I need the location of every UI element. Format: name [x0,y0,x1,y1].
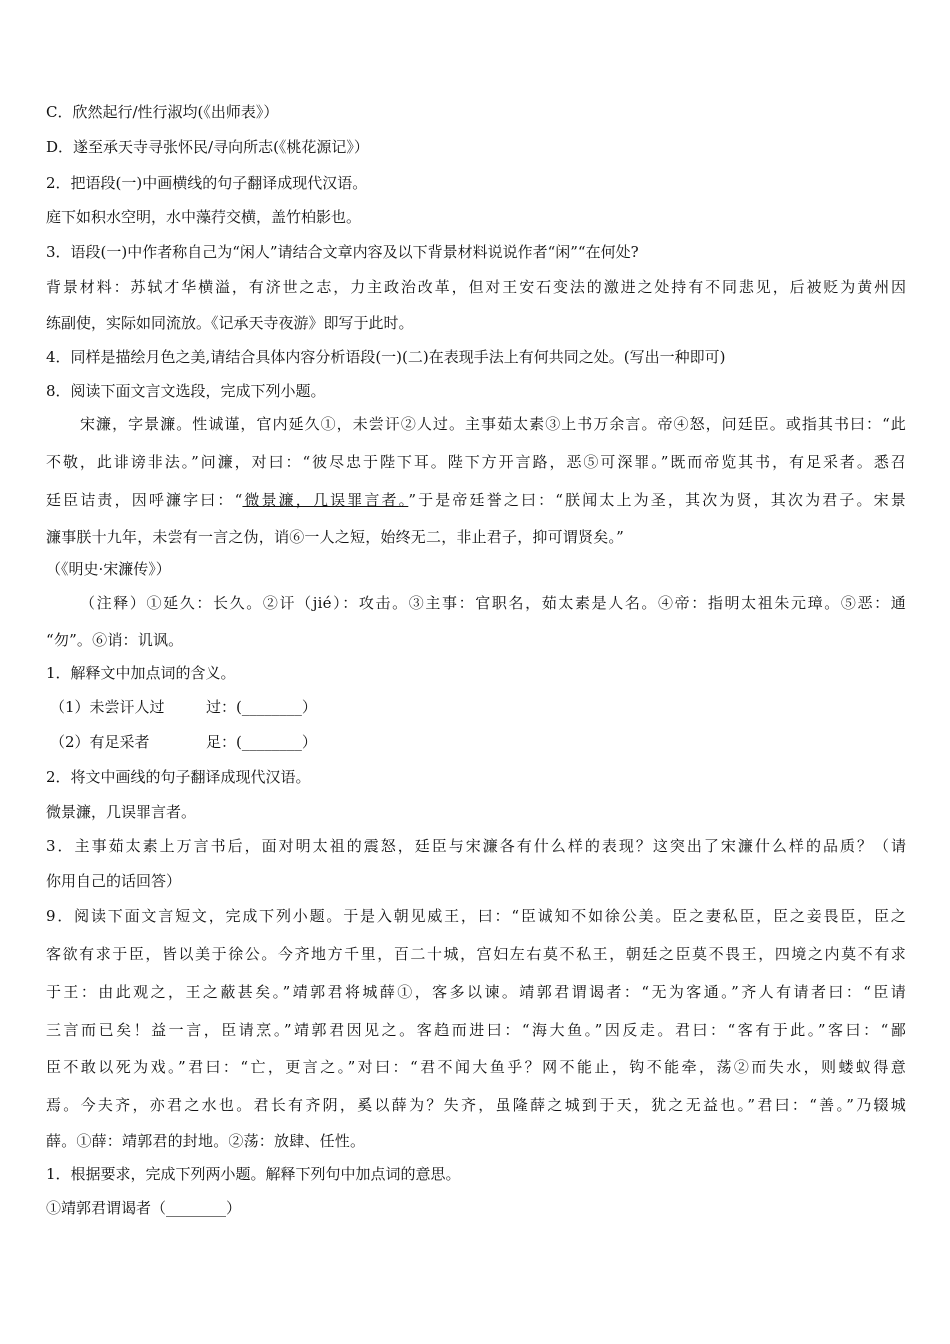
q9-sub1-title: 1．根据要求，完成下列两小题。解释下列句中加点词的意思。 [46,1165,461,1183]
q8-underlined-sentence: 微景濂，几误罪言者。 [242,491,409,509]
q8-source: （《明史·宋濂传》） [46,560,171,578]
q7-option-d: D．遂至承天寺寻张怀民/寻向所志(《桃花源记》） [46,138,369,156]
q8-sub1-item1-phrase: （1）未尝讦人过 [50,698,165,716]
q8-passage-line3-end: ”于是帝廷誉之曰：“朕闻太上为圣，其次为贤，其次为君子。宋景 [408,491,906,509]
q7-sub3-background-line1: 背景材料：苏轼才华横溢，有济世之志，力主政治改革，但对王安石变法的激进之处持有不同悲见，后被贬为黄州因 [46,278,906,296]
q8-sub1-item1-blank: 过：(________） [206,698,317,716]
q7-sub2-title: 2．把语段(一)中画横线的句子翻译成现代汉语。 [46,174,368,192]
q8-notes-line1: （注释）①延久：长久。②讦（jié）：攻击。③主事：官职名，茹太素是人名。④帝：指明太祖朱元璋。⑤恶：通 [80,594,906,612]
q7-sub2-sentence: 庭下如积水空明，水中藻荇交横，盖竹柏影也。 [46,208,362,226]
q8-passage-line3 [46,490,906,510]
q8-sub3-line2: 你用自己的话回答） [46,872,182,890]
q9-passage-line6: 焉。今夫齐，亦君之水也。君长有齐阴，奚以薛为？失齐，虽隆薛之城到于天，犹之无益也。”君曰：“善。”乃辍城 [46,1096,906,1114]
q8-sub2-sentence: 微景濂，几误罪言者。 [46,803,197,821]
q8-sub1-item1 [50,697,906,717]
q8-sub2-title: 2．将文中画线的句子翻译成现代汉语。 [46,768,311,786]
q9-passage-line2: 客欲有求于臣，皆以美于徐公。今齐地方千里，百二十城，宫妇左右莫不私王，朝廷之臣莫不畏王，四境之内莫不有求 [46,945,906,963]
q8-sub3-line1: 3．主事茹太素上万言书后，面对明太祖的震怒，廷臣与宋濂各有什么样的表现？这突出了宋濂什么样的品质？（请 [46,837,906,855]
q8-sub1-item2 [50,732,906,752]
q9-sub1-item1: ①靖郭君谓谒者（________） [46,1199,242,1217]
q9-passage-line3: 于王：由此观之，王之蔽甚矣。”靖郭君将城薛①，客多以谏。靖郭君谓谒者：“无为客通。”齐人有请者曰：“臣请 [46,983,906,1001]
q9-passage-line7-notes: 薛。①薛：靖郭君的封地。②荡：放肆、任性。 [46,1132,366,1150]
q8-passage-line2: 不敬，此诽谤非法。”问濂，对曰：“彼尽忠于陛下耳。陛下方开言路，恶⑤可深罪。”既而帝览其书，有足采者。悉召 [46,453,906,471]
q8-notes-line2: “勿”。⑥诮：讥讽。 [46,631,184,649]
q8-title: 8．阅读下面文言文选段，完成下列小题。 [46,382,326,400]
q9-passage-line1: 9．阅读下面文言短文，完成下列小题。于是入朝见威王，曰：“臣诚知不如徐公美。臣之妻私臣，臣之妾畏臣，臣之 [46,907,906,925]
q8-passage-line3-start: 廷臣诘责，因呼濂字曰：“ [46,491,243,509]
q7-option-c: C．欣然起行/性行淑均(《出师表》） [46,103,279,121]
q7-sub3-background-line2: 练副使，实际如同流放。《记承天寺夜游》即写于此时。 [46,314,414,332]
q7-sub4-title: 4．同样是描绘月色之美,请结合具体内容分析语段(一)(二)在表现手法上有何共同之处。(写出一种即可) [46,348,726,366]
q7-sub3-title: 3．语段(一)中作者称自己为“闲人”请结合文章内容及以下背景材料说说作者“闲”“在何处? [46,243,639,261]
q9-passage-line5: 臣不敢以死为戏。”君曰：“亡，更言之。”对曰：“君不闻大鱼乎？网不能止，钩不能牵，荡②而失水，则蝼蚁得意 [46,1058,906,1076]
q9-passage-line4: 三言而已矣！益一言，臣请烹。”靖郭君因见之。客趋而进曰：“海大鱼。”因反走。君曰：“客有于此。”客曰：“鄙 [46,1021,906,1039]
q8-sub1-title: 1．解释文中加点词的含义。 [46,664,236,682]
q8-passage-line1: 宋濂，字景濂。性诚谨，官内延久①，未尝讦②人过。主事茹太素③上书万余言。帝④怒，问廷臣。或指其书曰：“此 [80,415,906,433]
q8-sub1-item2-blank: 足：(________） [206,733,317,751]
q8-passage-line4: 濂事朕十九年，未尝有一言之伪，诮⑥一人之短，始终无二，非止君子，抑可谓贤矣。” [46,528,624,546]
q8-sub1-item2-phrase: （2）有足采者 [50,733,150,751]
